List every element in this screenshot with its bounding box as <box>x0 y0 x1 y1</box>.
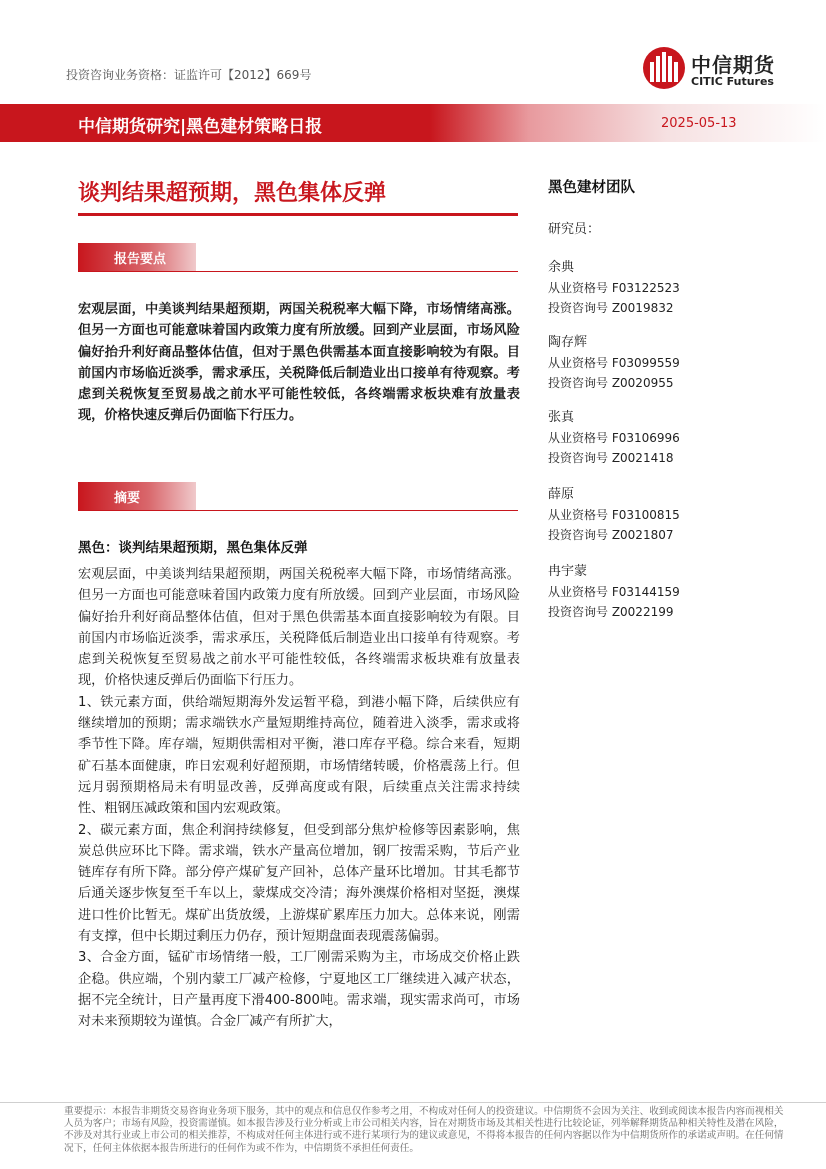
researcher-card <box>548 408 680 468</box>
summary-paragraph-macro: 宏观层面，中美谈判结果超预期，两国关税税率大幅下降，市场情绪高涨。但另一方面也可能意味着国内政策力度有所放缓。回到产业层面，市场风险偏好抬升利好商品整体估值，但对于黑色供需基本面直接影响较为有限。目前国内市场临近淡季，需求承压，关税降低后制造业出口接单有待观察。考虑到关税恢复至贸易战之前水平可能性较低，各终端需求板块难有放量表现，价格快速反弹后仍面临下行压力。 <box>78 567 520 689</box>
summary-body <box>78 564 520 1033</box>
researcher-license: 从业资格号 F03100815 <box>548 508 680 522</box>
logo-english-name: CITIC Futures <box>691 75 774 88</box>
summary-paragraph-carbon: 2、碳元素方面，焦企利润持续修复，但受到部分焦炉检修等因素影响，焦炭总供应环比下降。需求端，铁水产量高位增加，钢厂按需采购，节后产业链库存有所下降。部分停产煤矿复产回补，总体产量环比增加。甘其毛都节后通关逐步恢复至千车以上，蒙煤成交冷清；海外澳煤价格相对坚挺，澳煤进口性价比暂无。煤矿出货放缓，上游煤矿累库压力加大。总体来说，刚需有支撑，但中长期过剩压力仍存，预计短期盘面表现震荡偏弱。 <box>78 822 520 945</box>
summary-tag <box>78 482 196 510</box>
researcher-license: 从业资格号 F03099559 <box>548 356 680 370</box>
title-divider <box>78 213 518 216</box>
summary-paragraph-alloy: 3、合金方面，锰矿市场情绪一般，工厂刚需采购为主，市场成交价格止跌企稳。供应端，个别内蒙工厂减产检修，宁夏地区工厂继续进入减产状态，据不完全统计，日产量再度下滑400-800吨。需求端，现实需求尚可，市场对未来预期较为谨慎。合金厂减产有所扩大， <box>78 950 520 1030</box>
logo-chinese-name: 中信期货 <box>691 53 775 77</box>
researcher-card <box>548 333 680 393</box>
summary-divider <box>78 510 518 511</box>
researcher-label: 研究员： <box>548 222 601 237</box>
company-logo <box>643 45 808 95</box>
disclaimer-text: 重要提示：本报告非期货交易咨询业务项下服务，其中的观点和信息仅作参考之用，不构成对任何人的投资建议。中信期货不会因为关注、收到或阅读本报告内容而视相关人员为客户；市场有风险，投资需谨慎。如本报告涉及行业分析或上市公司相关内容，旨在对期货市场及其相关性进行比较论证，列举解释期货品种相关特性及潜在风险，不涉及对其行业或上市公司的相关推荐，不构成对任何主体进行或不进行某项行为的建议或意见，不得将本报告的任何内容据以作为中信期货所作的承诺或声明。在任何情况下，任何主体依据本报告所进行的任何作为或不作为，中信期货不承担任何责任。 <box>64 1106 784 1154</box>
researcher-consult: 投资咨询号 Z0019832 <box>548 301 674 315</box>
researcher-license: 从业资格号 F03122523 <box>548 281 680 295</box>
researcher-card <box>548 562 680 622</box>
logo-emblem-icon <box>643 47 685 89</box>
researcher-card <box>548 258 680 318</box>
key-points-tag <box>78 243 196 271</box>
researcher-consult: 投资咨询号 Z0020955 <box>548 376 674 390</box>
researcher-name: 张真 <box>548 410 575 425</box>
page-title: 谈判结果超预期，黑色集体反弹 <box>78 181 387 206</box>
team-title: 黑色建材团队 <box>548 180 635 196</box>
summary-paragraph-iron: 1、铁元素方面，供给端短期海外发运暂平稳，到港小幅下降，后续供应有继续增加的预期；需求端铁水产量短期维持高位，随着进入淡季，需求或将季节性下降。库存端，短期供需相对平衡，港口库存平稳。综合来看，短期矿石基本面健康，昨日宏观利好超预期，市场情绪转暖，价格震荡上行。但远月弱预期格局未有明显改善，反弹高度或有限，后续重点关注需求持续性、粗钢压减政策和国内宏观政策。 <box>78 694 520 817</box>
researcher-consult: 投资咨询号 Z0022199 <box>548 605 674 619</box>
key-points-text: 宏观层面，中美谈判结果超预期，两国关税税率大幅下降，市场情绪高涨。但另一方面也可能意味着国内政策力度有所放缓。回到产业层面，市场风险偏好抬升利好商品整体估值，但对于黑色供需基本面直接影响较为有限。目前国内市场临近淡季，需求承压，关税降低后制造业出口接单有待观察。考虑到关税恢复至贸易战之前水平可能性较低，各终端需求板块难有放量表现，价格快速反弹后仍面临下行压力。 <box>78 302 520 424</box>
researcher-license: 从业资格号 F03144159 <box>548 585 680 599</box>
researcher-name: 余典 <box>548 260 575 275</box>
report-banner <box>0 104 826 142</box>
researcher-consult: 投资咨询号 Z0021807 <box>548 528 674 542</box>
license-text: 投资咨询业务资格：证监许可【2012】669号 <box>66 68 312 82</box>
key-points-divider <box>78 271 518 272</box>
researcher-consult: 投资咨询号 Z0021418 <box>548 451 674 465</box>
researcher-card <box>548 485 680 545</box>
researcher-name: 冉宇蒙 <box>548 564 588 579</box>
researcher-license: 从业资格号 F03106996 <box>548 431 680 445</box>
footer-divider <box>0 1102 826 1103</box>
researcher-name: 陶存辉 <box>548 335 588 350</box>
summary-label: 摘要 <box>114 491 141 506</box>
researcher-name: 薛原 <box>548 487 575 502</box>
banner-title: 中信期货研究|黑色建材策略日报 <box>78 117 323 137</box>
report-date: 2025-05-13 <box>661 116 737 131</box>
summary-heading: 黑色：谈判结果超预期，黑色集体反弹 <box>78 540 308 556</box>
key-points-label: 报告要点 <box>114 252 167 267</box>
